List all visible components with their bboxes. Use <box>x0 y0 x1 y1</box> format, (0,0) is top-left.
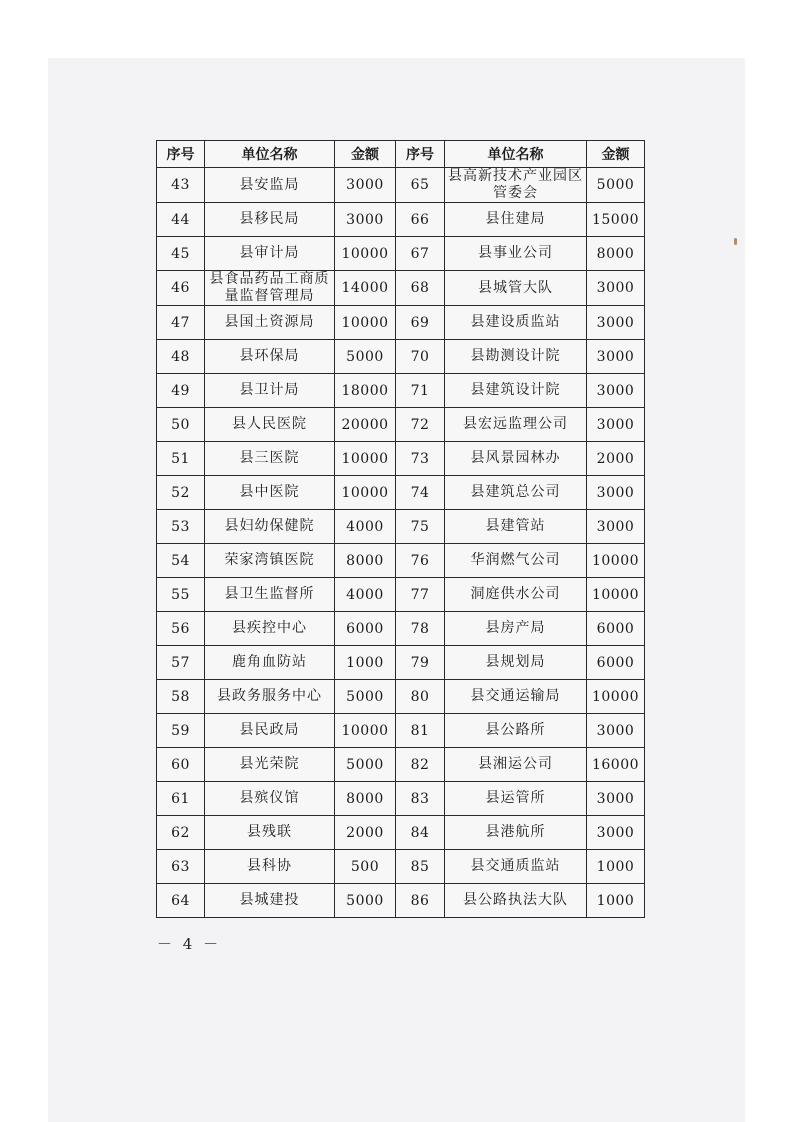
cell-unit-right: 县建设质监站 <box>445 306 587 340</box>
cell-seq-right: 70 <box>396 340 445 374</box>
cell-seq-left: 45 <box>157 237 205 271</box>
cell-amount-left: 10000 <box>335 306 396 340</box>
header-amount-right: 金额 <box>587 141 645 168</box>
cell-seq-right: 67 <box>396 237 445 271</box>
cell-unit-right: 县建管站 <box>445 510 587 544</box>
cell-unit-right: 县公路所 <box>445 714 587 748</box>
table-row <box>157 782 645 816</box>
cell-unit-left: 县卫计局 <box>205 374 335 408</box>
cell-unit-left: 县政务服务中心 <box>205 680 335 714</box>
cell-amount-right: 6000 <box>587 612 645 646</box>
header-amount-left: 金额 <box>335 141 396 168</box>
cell-amount-right: 15000 <box>587 203 645 237</box>
cell-amount-left: 10000 <box>335 442 396 476</box>
table-row <box>157 306 645 340</box>
cell-amount-right: 16000 <box>587 748 645 782</box>
cell-unit-left: 县疾控中心 <box>205 612 335 646</box>
cell-amount-left: 500 <box>335 850 396 884</box>
cell-seq-left: 47 <box>157 306 205 340</box>
table-row <box>157 816 645 850</box>
cell-seq-left: 52 <box>157 476 205 510</box>
cell-seq-right: 74 <box>396 476 445 510</box>
cell-amount-left: 14000 <box>335 271 396 306</box>
cell-amount-left: 20000 <box>335 408 396 442</box>
cell-unit-right: 华润燃气公司 <box>445 544 587 578</box>
cell-amount-right: 3000 <box>587 271 645 306</box>
cell-amount-left: 6000 <box>335 612 396 646</box>
cell-amount-left: 3000 <box>335 203 396 237</box>
cell-unit-left: 县城建投 <box>205 884 335 918</box>
cell-unit-right: 县城管大队 <box>445 271 587 306</box>
cell-seq-left: 44 <box>157 203 205 237</box>
cell-seq-left: 61 <box>157 782 205 816</box>
table-row <box>157 442 645 476</box>
cell-amount-right: 3000 <box>587 374 645 408</box>
table-row <box>157 748 645 782</box>
cell-amount-left: 5000 <box>335 748 396 782</box>
cell-unit-left: 县食品药品工商质量监督管理局 <box>205 271 335 306</box>
cell-seq-right: 84 <box>396 816 445 850</box>
paper-speck <box>734 238 737 245</box>
cell-unit-right: 县运管所 <box>445 782 587 816</box>
cell-amount-right: 10000 <box>587 680 645 714</box>
cell-unit-left: 鹿角血防站 <box>205 646 335 680</box>
page-number: － 4 － <box>157 935 222 953</box>
cell-amount-right: 3000 <box>587 340 645 374</box>
table-row <box>157 884 645 918</box>
cell-seq-left: 56 <box>157 612 205 646</box>
cell-unit-right: 县高新技术产业园区管委会 <box>445 168 587 203</box>
cell-amount-left: 3000 <box>335 168 396 203</box>
cell-unit-left: 荣家湾镇医院 <box>205 544 335 578</box>
header-unit-left: 单位名称 <box>205 141 335 168</box>
table-row <box>157 168 645 203</box>
header-seq-left: 序号 <box>157 141 205 168</box>
cell-unit-left: 县国土资源局 <box>205 306 335 340</box>
cell-unit-right: 县公路执法大队 <box>445 884 587 918</box>
cell-unit-right: 县湘运公司 <box>445 748 587 782</box>
cell-seq-right: 81 <box>396 714 445 748</box>
cell-unit-left: 县科协 <box>205 850 335 884</box>
cell-amount-left: 10000 <box>335 237 396 271</box>
cell-amount-right: 3000 <box>587 782 645 816</box>
cell-seq-right: 83 <box>396 782 445 816</box>
cell-unit-left: 县三医院 <box>205 442 335 476</box>
cell-unit-left: 县光荣院 <box>205 748 335 782</box>
cell-seq-left: 48 <box>157 340 205 374</box>
cell-unit-left: 县卫生监督所 <box>205 578 335 612</box>
cell-seq-left: 57 <box>157 646 205 680</box>
cell-unit-left: 县人民医院 <box>205 408 335 442</box>
cell-seq-right: 76 <box>396 544 445 578</box>
cell-amount-right: 5000 <box>587 168 645 203</box>
cell-amount-right: 6000 <box>587 646 645 680</box>
cell-seq-left: 43 <box>157 168 205 203</box>
cell-unit-left: 县环保局 <box>205 340 335 374</box>
cell-unit-left: 县中医院 <box>205 476 335 510</box>
cell-seq-left: 63 <box>157 850 205 884</box>
cell-seq-right: 82 <box>396 748 445 782</box>
cell-amount-left: 2000 <box>335 816 396 850</box>
cell-amount-left: 4000 <box>335 578 396 612</box>
cell-unit-right: 县建筑总公司 <box>445 476 587 510</box>
cell-unit-left: 县安监局 <box>205 168 335 203</box>
cell-amount-right: 3000 <box>587 816 645 850</box>
cell-unit-left: 县审计局 <box>205 237 335 271</box>
cell-seq-right: 78 <box>396 612 445 646</box>
cell-unit-right: 县勘测设计院 <box>445 340 587 374</box>
cell-seq-left: 51 <box>157 442 205 476</box>
fee-table <box>156 140 645 918</box>
cell-seq-left: 62 <box>157 816 205 850</box>
cell-unit-right: 县港航所 <box>445 816 587 850</box>
cell-unit-right: 县建筑设计院 <box>445 374 587 408</box>
cell-seq-left: 55 <box>157 578 205 612</box>
cell-seq-right: 75 <box>396 510 445 544</box>
table-row <box>157 850 645 884</box>
cell-unit-left: 县残联 <box>205 816 335 850</box>
cell-seq-right: 69 <box>396 306 445 340</box>
cell-unit-left: 县民政局 <box>205 714 335 748</box>
cell-unit-right: 县宏远监理公司 <box>445 408 587 442</box>
header-unit-right: 单位名称 <box>445 141 587 168</box>
cell-seq-left: 49 <box>157 374 205 408</box>
cell-seq-right: 79 <box>396 646 445 680</box>
cell-unit-right: 县住建局 <box>445 203 587 237</box>
cell-seq-left: 54 <box>157 544 205 578</box>
cell-amount-right: 3000 <box>587 476 645 510</box>
cell-unit-right: 县风景园林办 <box>445 442 587 476</box>
cell-seq-right: 73 <box>396 442 445 476</box>
table-row <box>157 646 645 680</box>
cell-unit-right: 洞庭供水公司 <box>445 578 587 612</box>
cell-amount-right: 1000 <box>587 884 645 918</box>
cell-seq-right: 85 <box>396 850 445 884</box>
cell-seq-left: 58 <box>157 680 205 714</box>
cell-amount-left: 4000 <box>335 510 396 544</box>
cell-seq-left: 46 <box>157 271 205 306</box>
table-row <box>157 476 645 510</box>
table-row <box>157 544 645 578</box>
cell-amount-right: 2000 <box>587 442 645 476</box>
table-row <box>157 237 645 271</box>
cell-unit-right: 县规划局 <box>445 646 587 680</box>
cell-amount-right: 3000 <box>587 306 645 340</box>
cell-amount-left: 5000 <box>335 884 396 918</box>
table-row <box>157 340 645 374</box>
cell-amount-right: 3000 <box>587 408 645 442</box>
cell-unit-right: 县事业公司 <box>445 237 587 271</box>
cell-unit-left: 县殡仪馆 <box>205 782 335 816</box>
cell-seq-right: 72 <box>396 408 445 442</box>
cell-amount-left: 10000 <box>335 714 396 748</box>
cell-seq-right: 86 <box>396 884 445 918</box>
header-seq-right: 序号 <box>396 141 445 168</box>
table-row <box>157 408 645 442</box>
cell-amount-right: 3000 <box>587 714 645 748</box>
cell-seq-left: 59 <box>157 714 205 748</box>
cell-amount-right: 8000 <box>587 237 645 271</box>
table-row <box>157 510 645 544</box>
cell-unit-right: 县交通质监站 <box>445 850 587 884</box>
table-row <box>157 612 645 646</box>
cell-amount-left: 8000 <box>335 544 396 578</box>
table-row <box>157 714 645 748</box>
cell-seq-left: 53 <box>157 510 205 544</box>
cell-seq-right: 68 <box>396 271 445 306</box>
cell-seq-right: 80 <box>396 680 445 714</box>
cell-seq-right: 77 <box>396 578 445 612</box>
table-header-row <box>157 141 645 168</box>
table-row <box>157 578 645 612</box>
cell-amount-left: 18000 <box>335 374 396 408</box>
cell-amount-left: 10000 <box>335 476 396 510</box>
table-row <box>157 374 645 408</box>
table-row <box>157 203 645 237</box>
cell-amount-left: 5000 <box>335 680 396 714</box>
cell-unit-left: 县移民局 <box>205 203 335 237</box>
cell-seq-right: 66 <box>396 203 445 237</box>
cell-unit-left: 县妇幼保健院 <box>205 510 335 544</box>
table-row <box>157 271 645 306</box>
cell-amount-right: 1000 <box>587 850 645 884</box>
cell-amount-right: 3000 <box>587 510 645 544</box>
cell-seq-left: 60 <box>157 748 205 782</box>
cell-unit-right: 县交通运输局 <box>445 680 587 714</box>
cell-amount-right: 10000 <box>587 544 645 578</box>
cell-seq-right: 71 <box>396 374 445 408</box>
cell-amount-left: 1000 <box>335 646 396 680</box>
cell-seq-right: 65 <box>396 168 445 203</box>
cell-seq-left: 50 <box>157 408 205 442</box>
cell-seq-left: 64 <box>157 884 205 918</box>
cell-amount-right: 10000 <box>587 578 645 612</box>
cell-amount-left: 8000 <box>335 782 396 816</box>
cell-unit-right: 县房产局 <box>445 612 587 646</box>
cell-amount-left: 5000 <box>335 340 396 374</box>
table-row <box>157 680 645 714</box>
